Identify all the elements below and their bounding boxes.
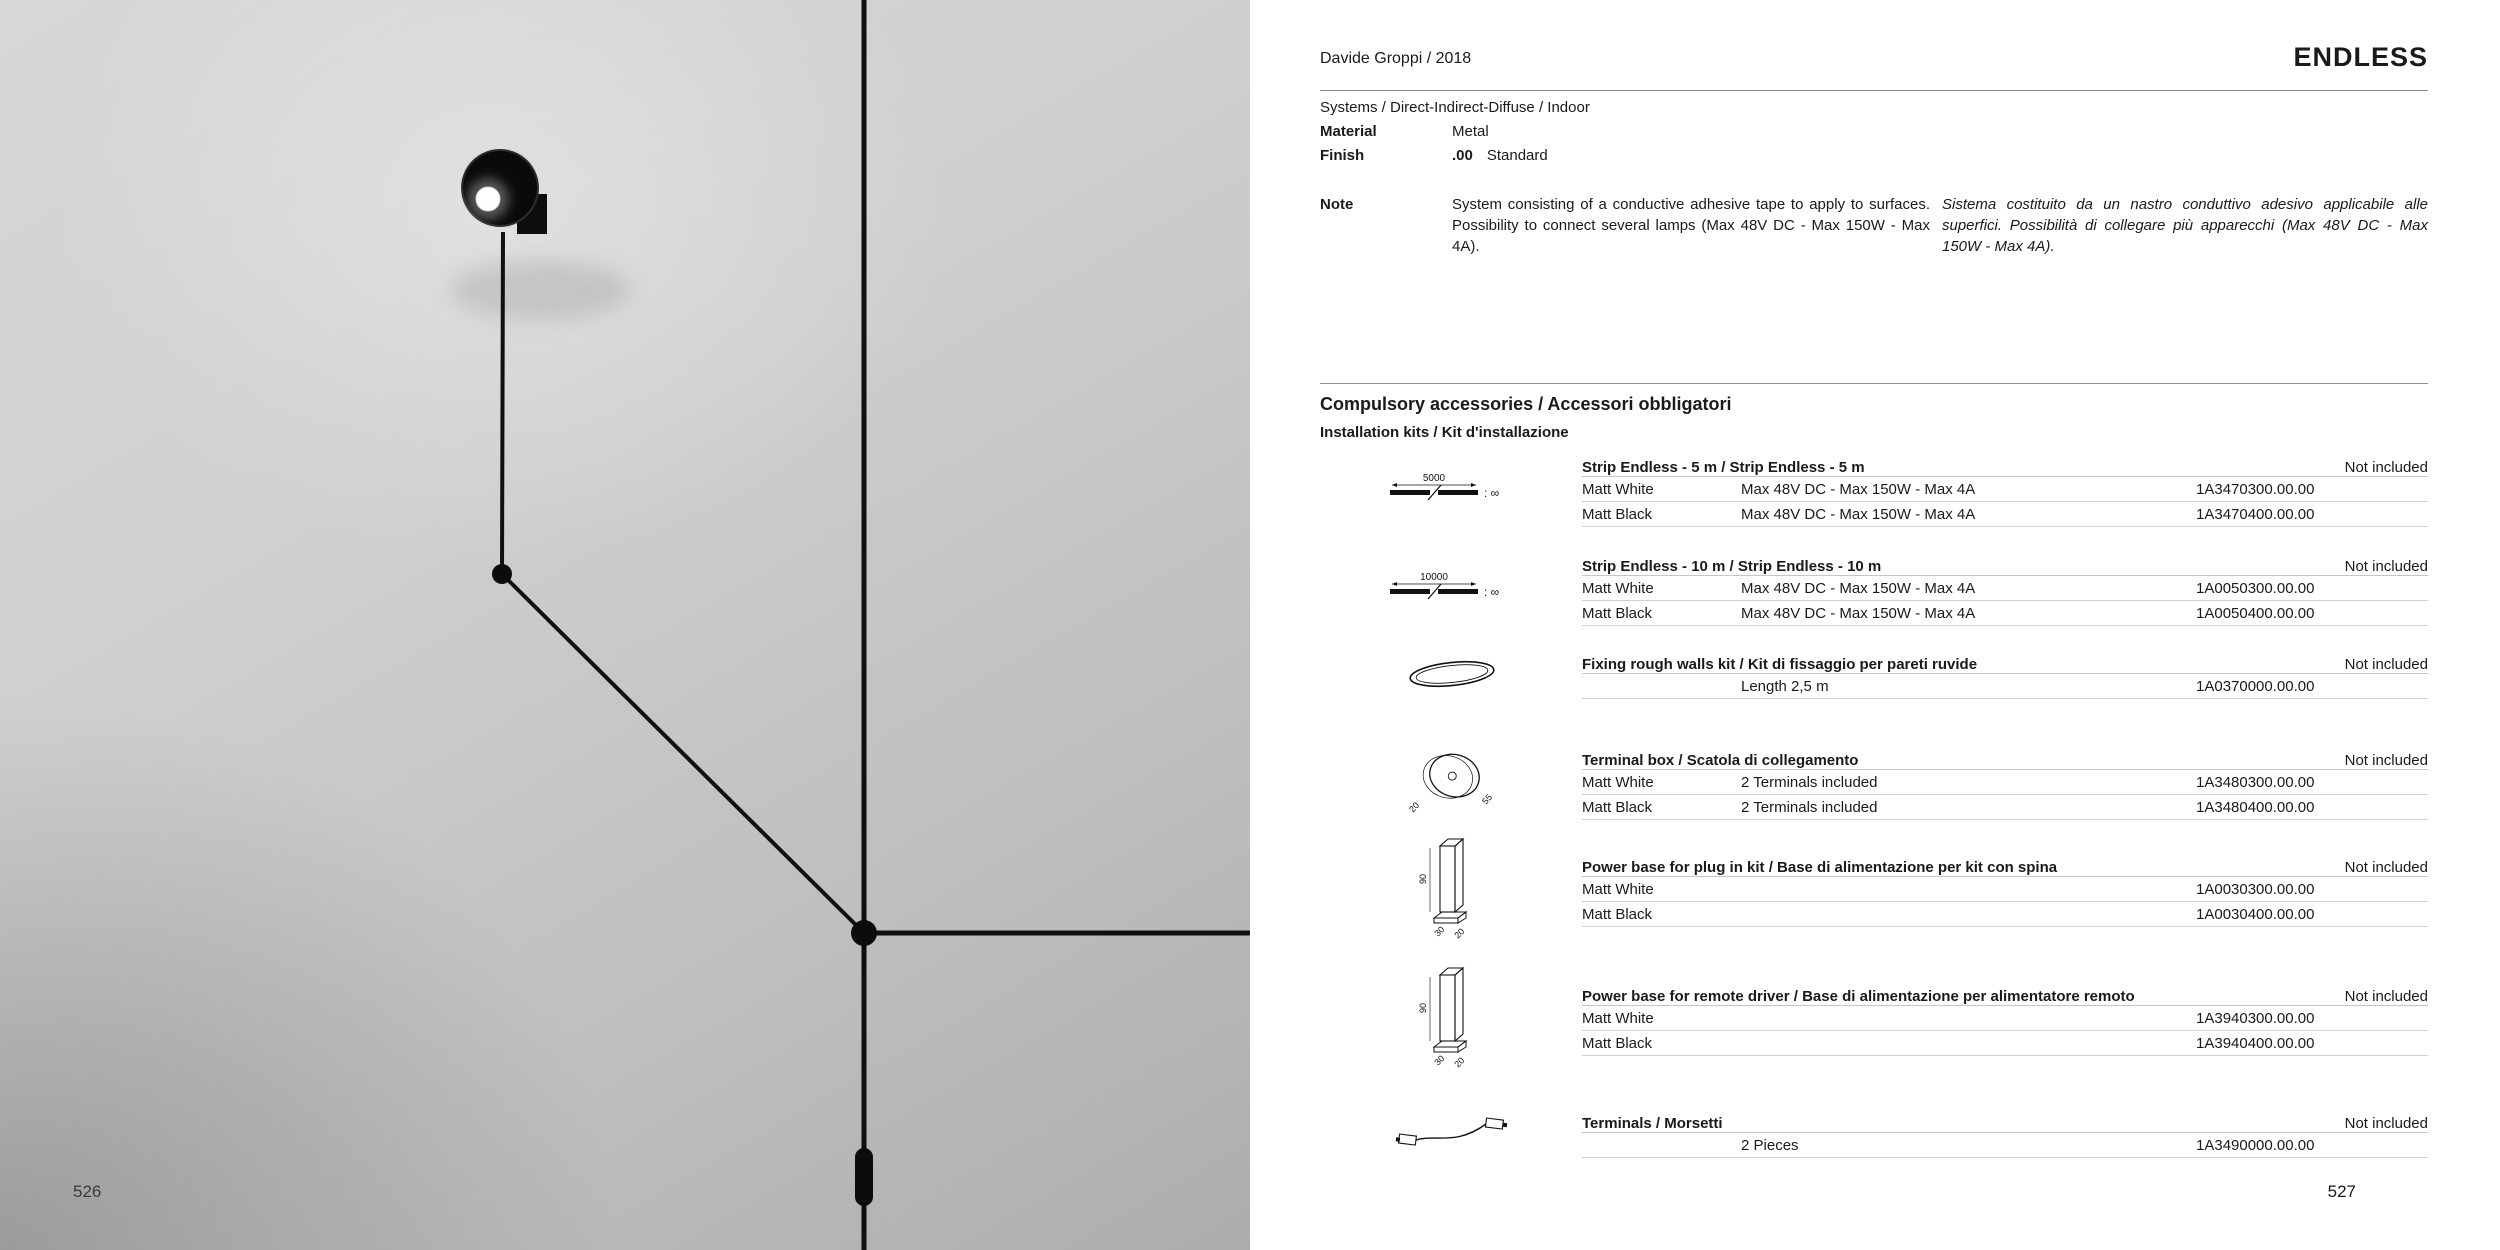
accessory-row bbox=[1582, 674, 2428, 699]
accessory-block bbox=[1320, 649, 2428, 699]
accessory-block bbox=[1320, 452, 2428, 527]
strip-5m-icon bbox=[1382, 471, 1522, 509]
accessory-block bbox=[1320, 852, 2428, 940]
not-included-label: Not included bbox=[2344, 988, 2428, 1005]
finish-value: Standard bbox=[1486, 147, 1548, 164]
header-divider bbox=[1320, 90, 2428, 91]
accessory-header-row bbox=[1582, 452, 2428, 477]
lamp-shadow bbox=[450, 260, 630, 320]
accessory-block bbox=[1320, 551, 2428, 626]
material-row bbox=[1320, 120, 2428, 144]
accessory-row bbox=[1582, 1133, 2428, 1158]
accessory-header-row bbox=[1582, 1108, 2428, 1133]
accessory-finish: Matt Black bbox=[1582, 604, 1653, 622]
not-included-label: Not included bbox=[2344, 656, 2428, 673]
product-category: Systems / Direct-Indirect-Diffuse / Indoor bbox=[1320, 99, 1590, 116]
accessory-block bbox=[1320, 745, 2428, 820]
accessory-finish: Matt White bbox=[1582, 880, 1654, 898]
svg-text:5000: 5000 bbox=[1422, 472, 1446, 484]
section-divider bbox=[1320, 383, 2428, 384]
terminals-icon bbox=[1382, 1110, 1522, 1156]
accessory-code: 1A3490000.00.00 bbox=[2196, 1136, 2315, 1154]
accessory-row bbox=[1582, 770, 2428, 795]
accessory-code: 1A3940300.00.00 bbox=[2196, 1009, 2315, 1027]
accessory-row bbox=[1582, 1006, 2428, 1031]
cable-weight bbox=[855, 1148, 873, 1206]
accessory-code: 1A0050300.00.00 bbox=[2196, 579, 2315, 597]
accessories-list bbox=[1320, 452, 2428, 1158]
cable-junction-dot bbox=[851, 920, 877, 946]
accessory-finish: Matt Black bbox=[1582, 798, 1653, 816]
accessory-finish: Matt White bbox=[1582, 480, 1654, 498]
svg-text:10000: 10000 bbox=[1420, 571, 1448, 583]
power-base-remote-icon bbox=[1382, 963, 1522, 1075]
not-included-label: Not included bbox=[2344, 459, 2428, 476]
accessory-desc: Length 2,5 m bbox=[1741, 677, 1829, 695]
accessory-row bbox=[1582, 502, 2428, 527]
not-included-label: Not included bbox=[2344, 1115, 2428, 1132]
accessory-finish: Matt Black bbox=[1582, 905, 1653, 923]
accessory-desc: Max 48V DC - Max 150W - Max 4A bbox=[1741, 480, 1976, 498]
accessory-desc: Max 48V DC - Max 150W - Max 4A bbox=[1741, 604, 1976, 622]
accessory-title: Terminal box / Scatola di collegamento bbox=[1582, 752, 1859, 769]
svg-text:20: 20 bbox=[1452, 925, 1467, 940]
accessory-code: 1A3480400.00.00 bbox=[2196, 798, 2315, 816]
accessory-desc: 2 Pieces bbox=[1741, 1136, 1799, 1154]
accessory-title: Strip Endless - 5 m / Strip Endless - 5 m bbox=[1582, 459, 1865, 476]
diagonal-cable bbox=[502, 574, 864, 933]
product-name: ENDLESS bbox=[2293, 42, 2428, 72]
accessory-title: Power base for plug in kit / Base di alimentazione per kit con spina bbox=[1582, 859, 2058, 876]
material-label: Material bbox=[1320, 123, 1377, 140]
accessory-header-row bbox=[1582, 852, 2428, 877]
accessory-title: Power base for remote driver / Base di alimentazione per alimentatore remoto bbox=[1582, 988, 2135, 1005]
spotlight-lamp bbox=[462, 150, 547, 234]
accessory-desc: 2 Terminals included bbox=[1741, 773, 1878, 791]
accessory-row bbox=[1582, 1031, 2428, 1056]
accessory-title: Terminals / Morsetti bbox=[1582, 1115, 1723, 1132]
accessory-block bbox=[1320, 1108, 2428, 1158]
accessory-desc: 2 Terminals included bbox=[1741, 798, 1878, 816]
accessory-row bbox=[1582, 576, 2428, 601]
accessory-header-row bbox=[1582, 981, 2428, 1006]
accessory-finish: Matt White bbox=[1582, 1009, 1654, 1027]
accessory-row bbox=[1582, 601, 2428, 626]
accessory-code: 1A0050400.00.00 bbox=[2196, 604, 2315, 622]
note-block bbox=[1320, 194, 2428, 257]
lamp-cable bbox=[502, 232, 503, 574]
svg-text:20: 20 bbox=[1407, 799, 1422, 814]
accessory-row bbox=[1582, 477, 2428, 502]
accessory-finish: Matt White bbox=[1582, 773, 1654, 791]
svg-text:55: 55 bbox=[1480, 791, 1495, 806]
not-included-label: Not included bbox=[2344, 558, 2428, 575]
accessory-code: 1A3470400.00.00 bbox=[2196, 505, 2315, 523]
accessory-header-row bbox=[1582, 551, 2428, 576]
svg-text:30: 30 bbox=[1432, 1052, 1447, 1067]
svg-text:: ∞: : ∞ bbox=[1484, 584, 1500, 599]
page-header bbox=[1320, 44, 2428, 71]
accessory-row bbox=[1582, 902, 2428, 927]
svg-text:30: 30 bbox=[1432, 923, 1447, 938]
note-label: Note bbox=[1320, 196, 1354, 213]
svg-text:20: 20 bbox=[1452, 1054, 1467, 1069]
accessory-row bbox=[1582, 877, 2428, 902]
accessory-code: 1A0030300.00.00 bbox=[2196, 880, 2315, 898]
svg-text:: ∞: : ∞ bbox=[1484, 485, 1500, 500]
finish-row bbox=[1320, 144, 2428, 168]
accessory-code: 1A0030400.00.00 bbox=[2196, 905, 2315, 923]
tape-roll-icon bbox=[1382, 649, 1522, 699]
svg-text:90: 90 bbox=[1418, 873, 1428, 884]
accessory-code: 1A3940400.00.00 bbox=[2196, 1034, 2315, 1052]
finish-code: .00 bbox=[1452, 147, 1473, 164]
accessories-section-title: Compulsory accessories / Accessori obbligatori bbox=[1320, 394, 1732, 414]
strip-10m-icon bbox=[1382, 570, 1522, 608]
accessory-block bbox=[1320, 981, 2428, 1069]
note-english: System consisting of a conductive adhesive tape to apply to surfaces. Possibility to connect several lamps (Max 48V DC - Max 150W - Max 4A). bbox=[1452, 196, 1930, 255]
accessory-finish: Matt White bbox=[1582, 579, 1654, 597]
spec-block bbox=[1320, 96, 2428, 168]
cable-junction-dot bbox=[492, 564, 512, 584]
accessory-header-row bbox=[1582, 745, 2428, 770]
accessories-section-subtitle: Installation kits / Kit d'installazione bbox=[1320, 424, 1569, 441]
page-number-right: 527 bbox=[2327, 1182, 2356, 1201]
accessory-title: Strip Endless - 10 m / Strip Endless - 10 m bbox=[1582, 558, 1882, 575]
accessory-desc: Max 48V DC - Max 150W - Max 4A bbox=[1741, 579, 1976, 597]
finish-label: Finish bbox=[1320, 147, 1365, 164]
power-base-plug-icon bbox=[1382, 834, 1522, 946]
svg-text:90: 90 bbox=[1418, 1002, 1428, 1013]
accessory-header-row bbox=[1582, 649, 2428, 674]
page-number-left: 526 bbox=[73, 1182, 102, 1201]
accessory-finish: Matt Black bbox=[1582, 1034, 1653, 1052]
designer-year: Davide Groppi / 2018 bbox=[1320, 50, 1472, 67]
material-value: Metal bbox=[1452, 123, 1489, 140]
note-italian: Sistema costituito da un nastro conduttivo adesivo applicabile alle superfici. Possibilità di collegare più apparecchi (Max 48V DC - Max 150W - Max 4A). bbox=[1942, 196, 2428, 255]
terminal-box-icon bbox=[1382, 745, 1522, 821]
not-included-label: Not included bbox=[2344, 752, 2428, 769]
accessory-code: 1A3470300.00.00 bbox=[2196, 480, 2315, 498]
not-included-label: Not included bbox=[2344, 859, 2428, 876]
accessory-finish: Matt Black bbox=[1582, 505, 1653, 523]
accessory-title: Fixing rough walls kit / Kit di fissaggio per pareti ruvide bbox=[1582, 656, 1978, 673]
spec-page bbox=[1250, 0, 2500, 1250]
accessory-desc: Max 48V DC - Max 150W - Max 4A bbox=[1741, 505, 1976, 523]
accessory-row bbox=[1582, 795, 2428, 820]
accessory-code: 1A0370000.00.00 bbox=[2196, 677, 2315, 695]
accessory-code: 1A3480300.00.00 bbox=[2196, 773, 2315, 791]
